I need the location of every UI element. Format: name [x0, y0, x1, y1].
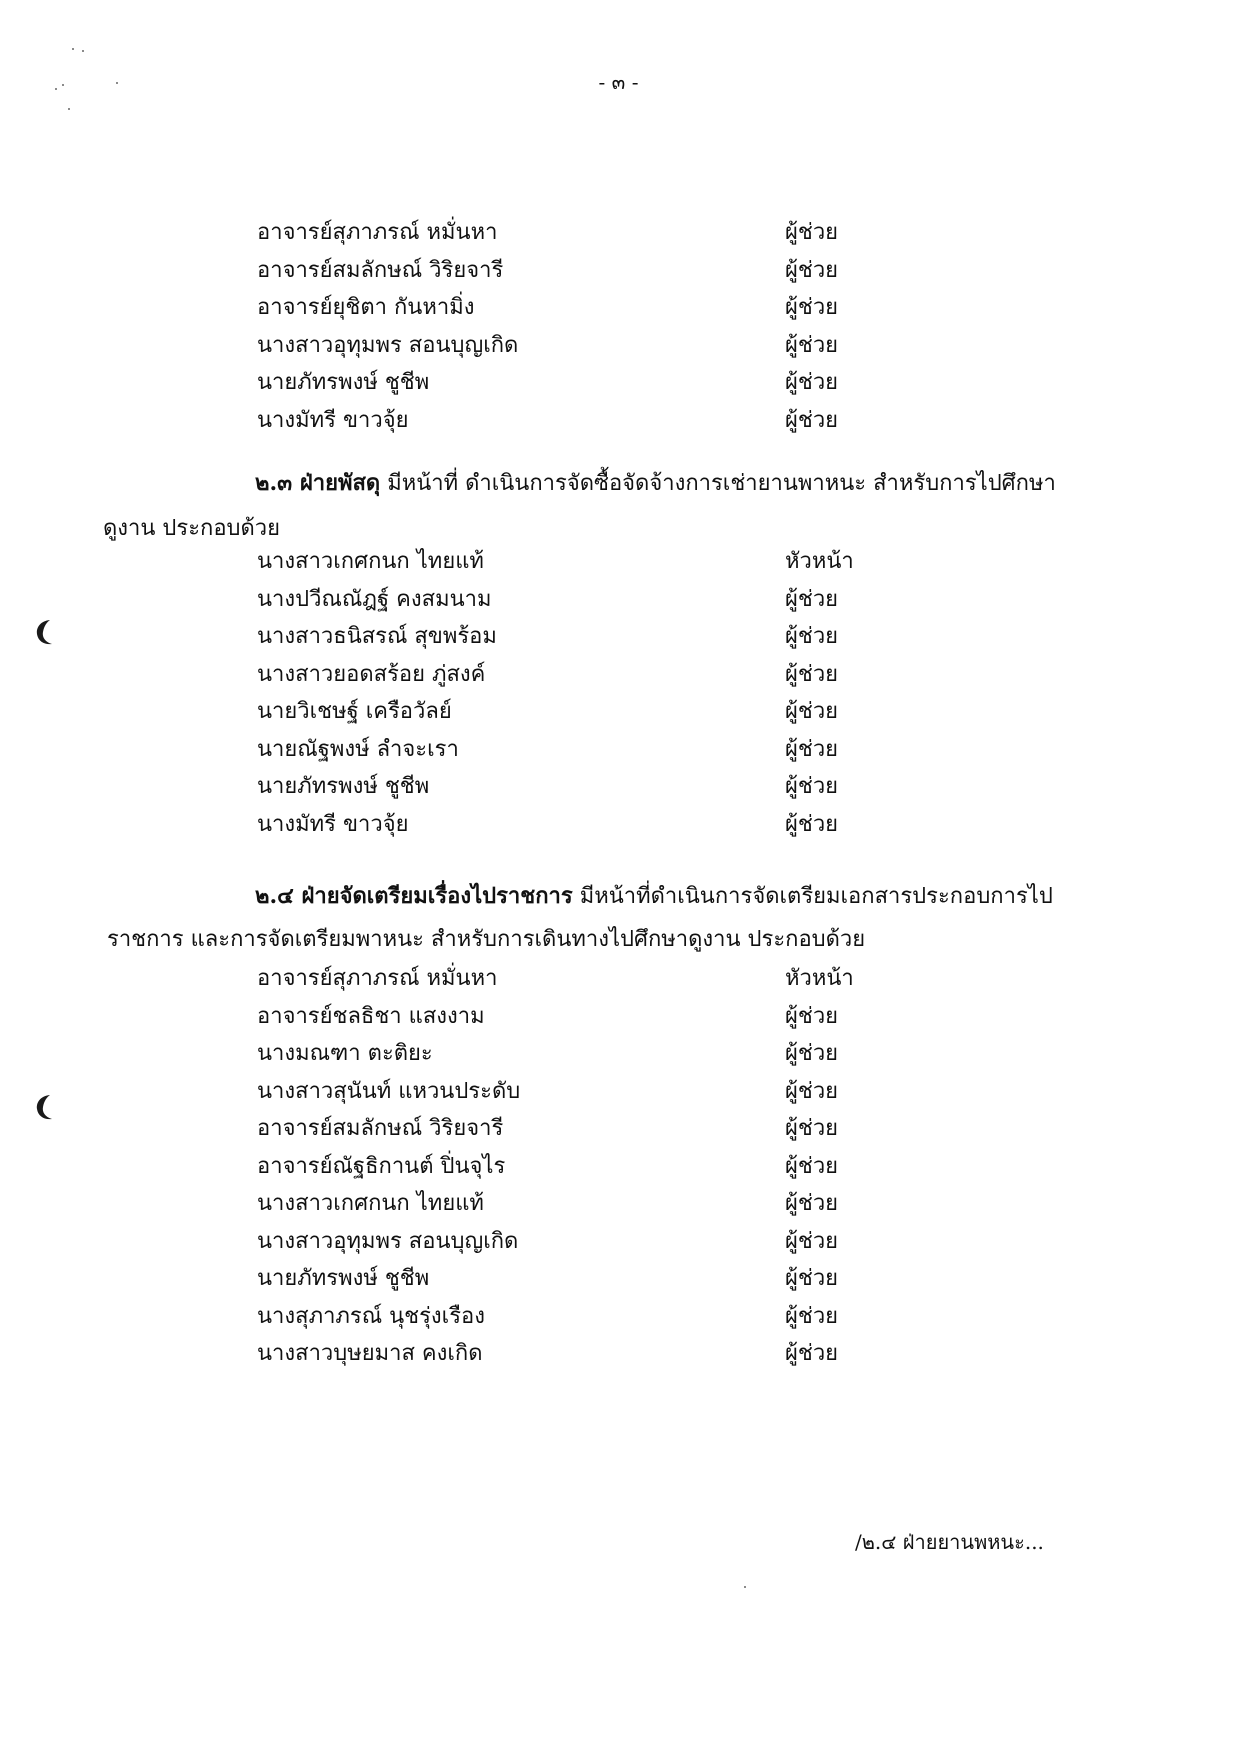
member-name: อาจารย์สมลักษณ์ วิริยจารี [257, 1116, 504, 1141]
scan-speck [55, 88, 57, 90]
member-name: อาจารย์สมลักษณ์ วิริยจารี [257, 257, 504, 283]
member-row [0, 331, 1237, 369]
member-name: อาจารย์ชลธิชา แสงงาม [257, 1003, 485, 1029]
member-row [0, 964, 1237, 1002]
member-name: อาจารย์ยุชิตา กันหามิ่ง [257, 295, 475, 320]
member-role: ผู้ช่วย [785, 736, 839, 762]
member-name: นางสาวอุทุมพร สอนบุญเกิด [257, 1228, 519, 1254]
member-name: นายภัทรพงษ์ ชูชีพ [257, 774, 430, 799]
member-row [0, 1039, 1237, 1077]
section-2-4-heading: ๒.๔ ฝ่ายจัดเตรียมเรื่องไปราชการ [255, 883, 573, 909]
member-row [0, 1002, 1237, 1040]
member-role: ผู้ช่วย [785, 811, 839, 837]
member-row [0, 585, 1237, 623]
member-name: นางสาวเกศกนก ไทยแท้ [257, 549, 484, 574]
member-role: ผู้ช่วย [785, 332, 839, 358]
scan-speck [72, 48, 74, 50]
member-row [0, 1189, 1237, 1227]
member-role: ผู้ช่วย [785, 1341, 839, 1366]
member-name: นางมัทรี ขาวจุ้ย [257, 407, 409, 433]
member-role: ผู้ช่วย [785, 661, 839, 687]
member-row [0, 660, 1237, 698]
member-role: ผู้ช่วย [785, 1191, 839, 1216]
section-2-3-heading: ๒.๓ ฝ่ายพัสดุ [255, 470, 381, 496]
member-role: ผู้ช่วย [785, 1078, 839, 1104]
travel-prep-member-list [0, 964, 1237, 1377]
member-role: ผู้ช่วย [785, 1041, 839, 1066]
assistant-list-top [0, 218, 1237, 443]
member-row [0, 697, 1237, 735]
member-role: ผู้ช่วย [785, 624, 839, 649]
member-row [0, 735, 1237, 773]
member-row [0, 1077, 1237, 1115]
member-role: ผู้ช่วย [785, 1116, 839, 1141]
member-row [0, 1339, 1237, 1377]
member-name: นางสุภาภรณ์ นุชรุ่งเรือง [257, 1303, 485, 1329]
member-row [0, 547, 1237, 585]
member-name: อาจารย์ณัฐธิกานต์ ปิ่นจุไร [257, 1153, 506, 1179]
section-2-3-text: มีหน้าที่ ดำเนินการจัดซื้อจัดจ้างการเช่ายานพาหนะ สำหรับการไปศึกษา [380, 471, 1056, 496]
member-row [0, 1152, 1237, 1190]
member-role: หัวหน้า [785, 966, 854, 991]
member-role: ผู้ช่วย [785, 370, 839, 395]
member-role: หัวหน้า [785, 549, 854, 574]
member-role: ผู้ช่วย [785, 220, 839, 245]
member-name: นายณัฐพงษ์ ลำจะเรา [257, 736, 459, 762]
member-name: นางสาวธนิสรณ์ สุขพร้อม [257, 624, 497, 649]
member-name: นายวิเชษฐ์ เครือวัลย์ [257, 699, 452, 724]
member-row [0, 1227, 1237, 1265]
member-row [0, 218, 1237, 256]
page-number: - ๓ - [598, 70, 639, 94]
member-name: นางสาวบุษยมาส คงเกิด [257, 1341, 483, 1366]
continuation-note: /๒.๔ ฝ่ายยานพหนะ... [855, 1530, 1044, 1554]
member-row [0, 1114, 1237, 1152]
procurement-member-list [0, 547, 1237, 847]
member-role: ผู้ช่วย [785, 1228, 839, 1254]
member-row [0, 772, 1237, 810]
member-name: นายภัทรพงษ์ ชูชีพ [257, 370, 430, 395]
member-name: นางสาวสุนันท์ แหวนประดับ [257, 1078, 521, 1104]
member-role: ผู้ช่วย [785, 1153, 839, 1179]
section-2-4-text: มีหน้าที่ดำเนินการจัดเตรียมเอกสารประกอบการไป [572, 884, 1053, 909]
scan-speck [62, 84, 64, 86]
member-role: ผู้ช่วย [785, 257, 839, 283]
member-row [0, 406, 1237, 444]
member-row [0, 1264, 1237, 1302]
member-name: อาจารย์สุภาภรณ์ หมั่นหา [257, 966, 498, 991]
member-name: นางปวีณณัฎฐ์ คงสมนาม [257, 586, 492, 612]
member-name: นายภัทรพงษ์ ชูชีพ [257, 1266, 430, 1291]
member-name: นางสาวอุทุมพร สอนบุญเกิด [257, 332, 519, 358]
member-role: ผู้ช่วย [785, 1266, 839, 1291]
member-role: ผู้ช่วย [785, 1303, 839, 1329]
member-name: นางสาวยอดสร้อย ภู่สงค์ [257, 661, 486, 687]
member-role: ผู้ช่วย [785, 586, 839, 612]
scan-speck [744, 1586, 746, 1588]
member-role: ผู้ช่วย [785, 699, 839, 724]
member-name: นางสาวเกศกนก ไทยแท้ [257, 1191, 484, 1216]
section-2-3-line2: ดูงาน ประกอบด้วย [103, 516, 281, 541]
section-2-4-line2: ราชการ และการจัดเตรียมพาหนะ สำหรับการเดินทางไปศึกษาดูงาน ประกอบด้วย [107, 927, 866, 952]
section-2-4-line1 [255, 881, 1053, 912]
member-role: ผู้ช่วย [785, 295, 839, 320]
member-name: นางมัทรี ขาวจุ้ย [257, 811, 409, 837]
member-name: อาจารย์สุภาภรณ์ หมั่นหา [257, 220, 498, 245]
scan-speck [116, 82, 118, 84]
member-role: ผู้ช่วย [785, 407, 839, 433]
scan-speck [82, 50, 84, 52]
section-2-3-line1 [255, 468, 1056, 499]
member-row [0, 622, 1237, 660]
member-role: ผู้ช่วย [785, 1003, 839, 1029]
member-row [0, 1302, 1237, 1340]
member-row [0, 256, 1237, 294]
member-row [0, 368, 1237, 406]
member-row [0, 293, 1237, 331]
scan-speck [68, 108, 70, 110]
member-role: ผู้ช่วย [785, 774, 839, 799]
member-row [0, 810, 1237, 848]
member-name: นางมณฑา ตะติยะ [257, 1041, 433, 1066]
